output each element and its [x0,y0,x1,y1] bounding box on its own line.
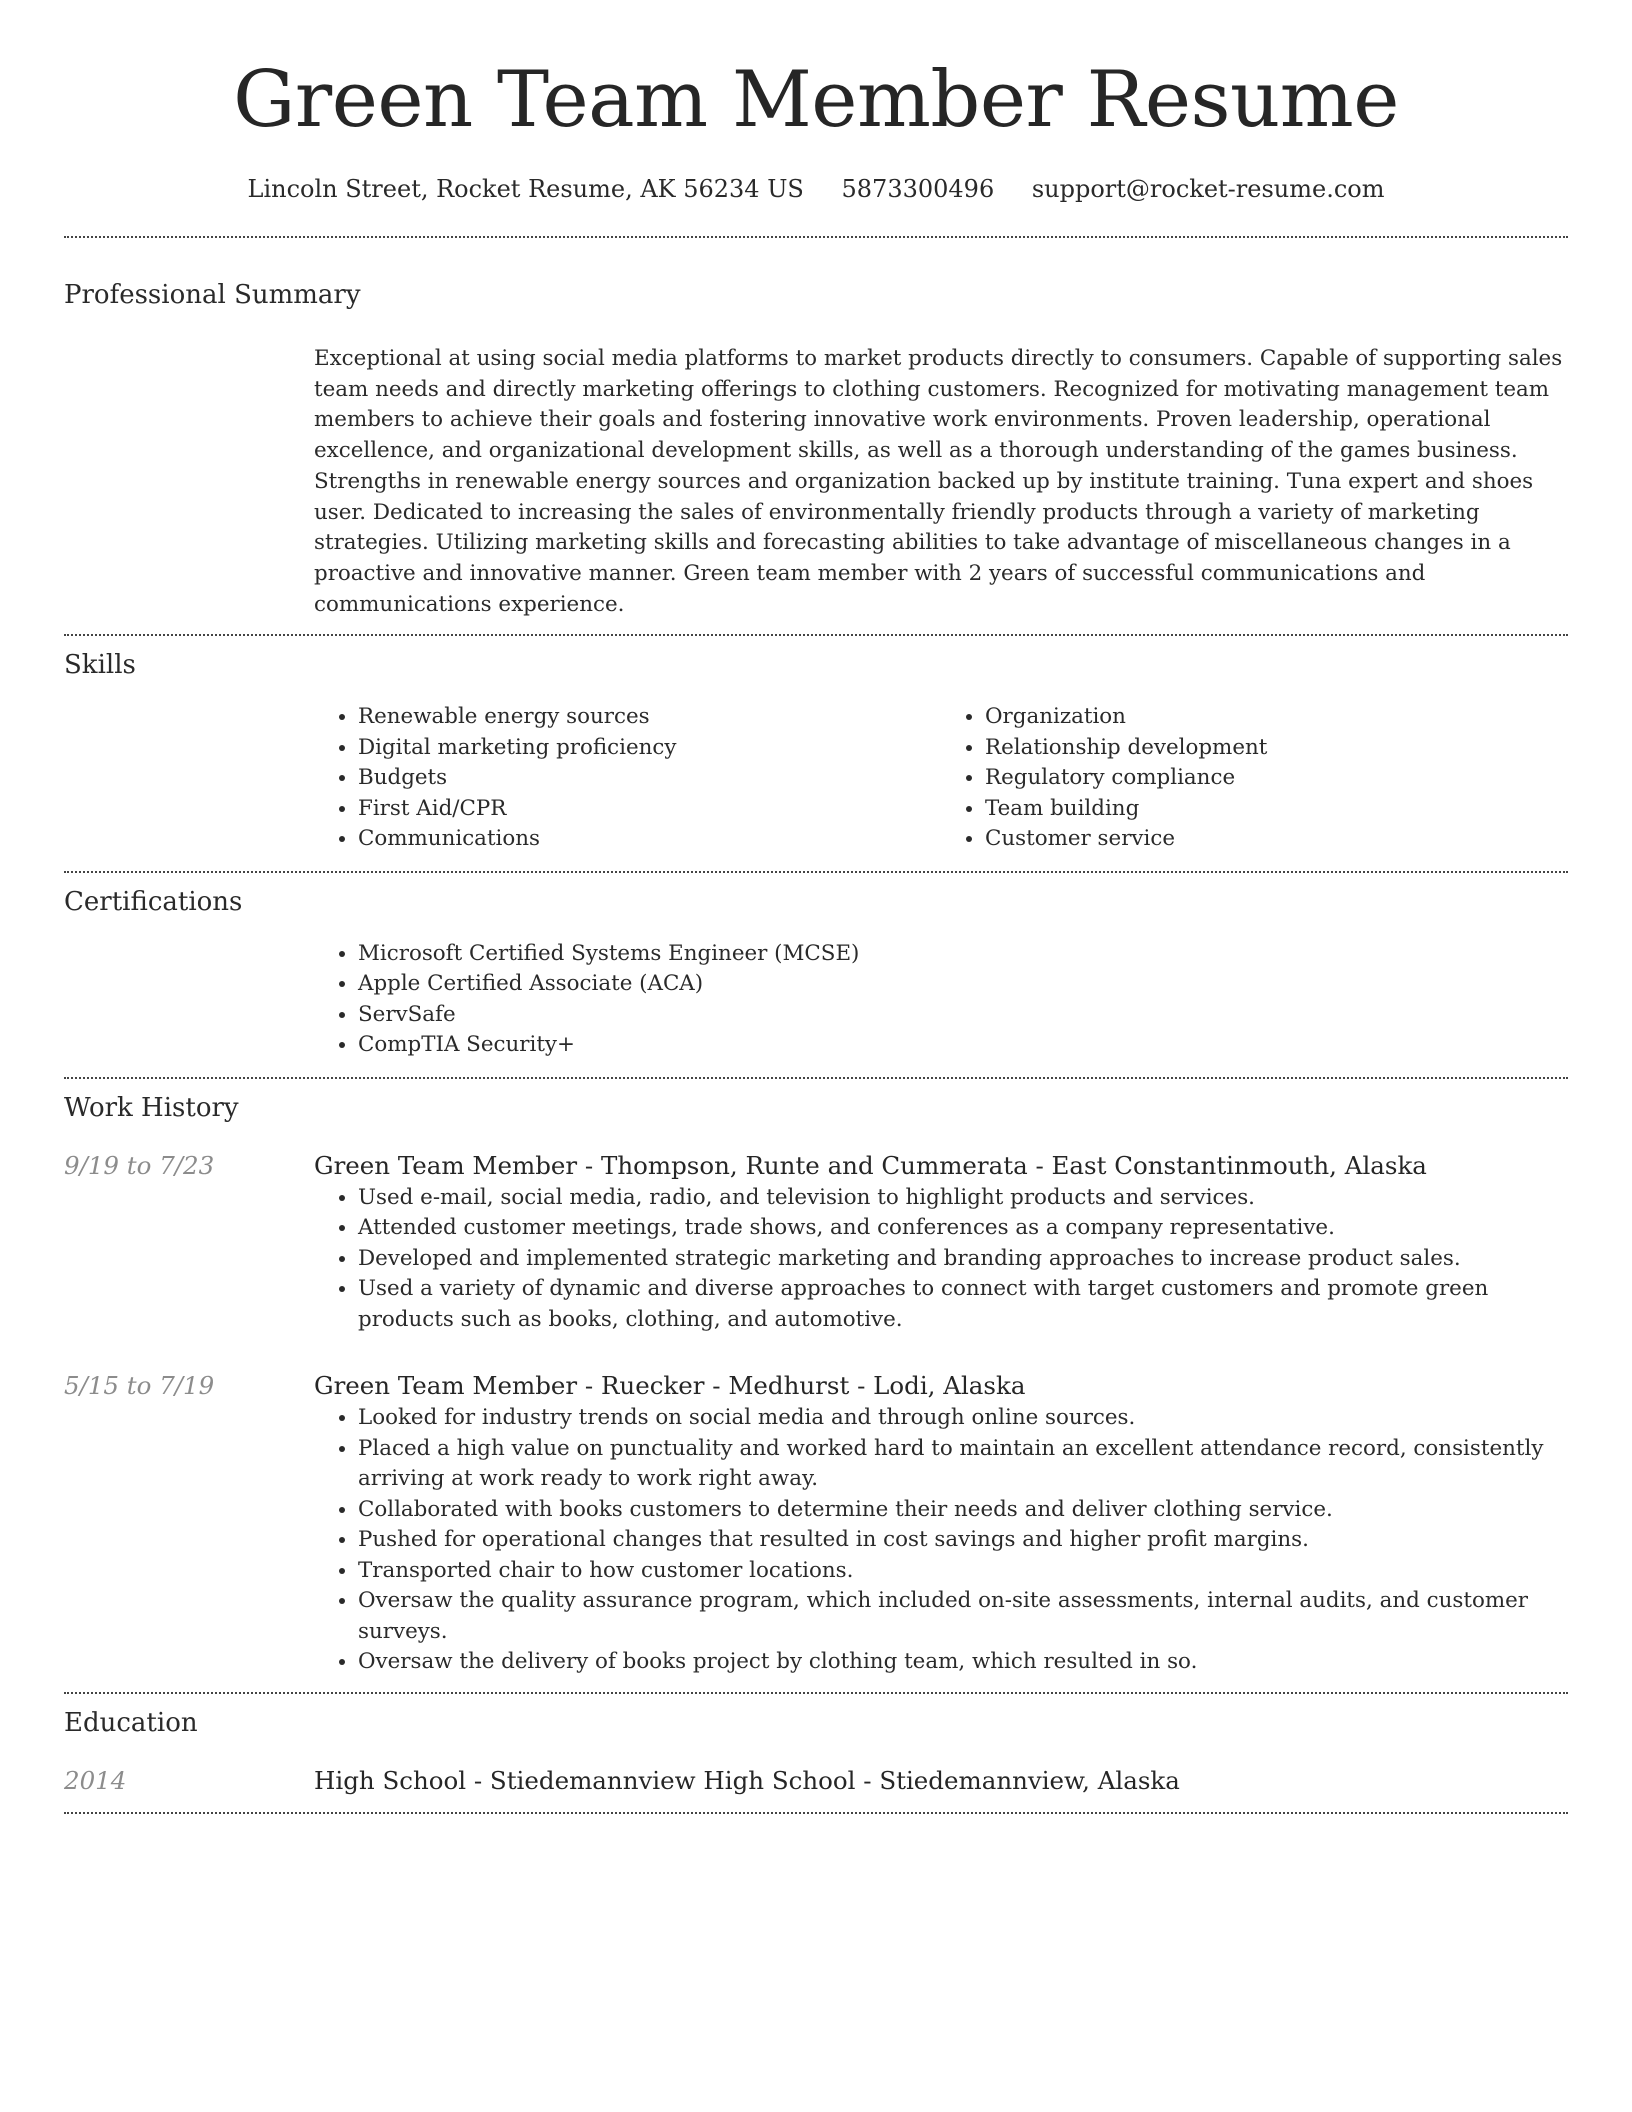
work-jobs [64,1149,1568,1678]
job-body [314,1369,1568,1678]
skill-item: • Relationship development [985,733,1568,764]
skill-item: • Budgets [358,763,941,794]
skill-item: • Digital marketing proficiency [358,733,941,764]
certifications-list [314,939,1568,1061]
job-bullet: • Oversaw the quality assurance program, which included on-site assessments, internal audits, and customer surveys. [358,1586,1568,1647]
job-dates: 9/19 to 7/23 [64,1150,215,1180]
summary-text: Exceptional at using social media platforms to market products directly to consumers. Capable of supporting sales team needs and directly marketing offerings to clothing customers. Recognized for motivating management team members to achieve their goals and fostering innovative work environments. Proven leadership, operational excellence, and organizational development skills, as well as a thorough understanding of the games business. Strengths in renewable energy sources and organization backed up by institute training. Tuna expert and shoes user. Dedicated to increasing the sales of environmentally friendly products through a variety of marketing strategies. Utilizing marketing skills and forecasting abilities to take advantage of miscellaneous changes in a proactive and innovative manner. Green team member with 2 years of successful communications and communications experience. [314,346,1563,617]
skills-grid [314,702,1568,855]
section-title-work: Work History [64,1092,239,1123]
education-entry [64,1764,1568,1798]
skill-item: • Customer service [985,824,1568,855]
resume-title: Green Team Member Resume [233,55,1399,145]
job-entry [64,1149,1568,1336]
section-title-summary: Professional Summary [64,280,361,310]
certifications-list-wrap [314,939,1568,1061]
education-year: 2014 [64,1765,127,1795]
skill-item: • Regulatory compliance [985,763,1568,794]
education-body [314,1764,1568,1798]
contact-phone: 5873300496 [841,175,995,203]
skill-item: • First Aid/CPR [358,794,941,825]
skill-item: • Organization [985,702,1568,733]
section-title-certifications: Certifications [64,886,243,917]
work-history-section [64,1079,1568,1692]
skill-item: • Renewable energy sources [358,702,941,733]
skills-section [64,636,1568,855]
education-heading: High School - Stiedemannview High School - Stiedemannview, Alaska [314,1765,1180,1795]
section-title-skills: Skills [64,650,136,681]
job-bullet: • Collaborated with books customers to determine their needs and deliver clothing service. [358,1495,1568,1526]
job-bullet: • Placed a high value on punctuality and worked hard to maintain an excellent attendance record, consistently arriving at work ready to work right away. [358,1434,1568,1495]
skill-item: • Team building [985,794,1568,825]
job-bullet: • Used e-mail, social media, radio, and television to highlight products and services. [358,1183,1568,1214]
job-body [314,1149,1568,1336]
certifications-section [64,873,1568,1061]
job-dates: 5/15 to 7/19 [64,1371,215,1401]
job-bullet: • Attended customer meetings, trade shows, and conferences as a company representative. [358,1213,1568,1244]
certification-item: • CompTIA Security+ [358,1030,1568,1061]
skills-list-left [314,702,941,855]
contact-line [64,172,1568,206]
contact-address: Lincoln Street, Rocket Resume, AK 56234 US [247,175,804,203]
job-bullet: • Looked for industry trends on social media and through online sources. [358,1403,1568,1434]
job-heading: Green Team Member - Thompson, Runte and Cummerata - East Constantinmouth, Alaska [314,1150,1427,1180]
skills-list-right [941,702,1568,855]
certification-item: • Apple Certified Associate (ACA) [358,969,1568,1000]
section-divider [64,1812,1568,1814]
certification-item: • ServSafe [358,1000,1568,1031]
job-bullet: • Developed and implemented strategic marketing and branding approaches to increase product sales. [358,1244,1568,1275]
job-heading: Green Team Member - Ruecker - Medhurst - Lodi, Alaska [314,1371,1026,1401]
job-bullet: • Pushed for operational changes that resulted in cost savings and higher profit margins. [358,1525,1568,1556]
section-title-education: Education [64,1707,198,1738]
job-entry [64,1369,1568,1678]
professional-summary-section [64,238,1568,620]
job-bullets [314,1403,1568,1678]
certification-item: • Microsoft Certified Systems Engineer (MCSE) [358,939,1568,970]
job-bullets [314,1183,1568,1336]
job-bullet: • Transported chair to how customer locations. [358,1556,1568,1587]
work-spacer [64,1678,1568,1692]
job-bullet: • Oversaw the delivery of books project by clothing team, which resulted in so. [358,1647,1568,1678]
education-section [64,1694,1568,1798]
skill-item: • Communications [358,824,941,855]
contact-email: support@rocket-resume.com [1031,175,1385,203]
job-bullet: • Used a variety of dynamic and diverse approaches to connect with target customers and promote green products such as books, clothing, and automotive. [358,1274,1568,1335]
